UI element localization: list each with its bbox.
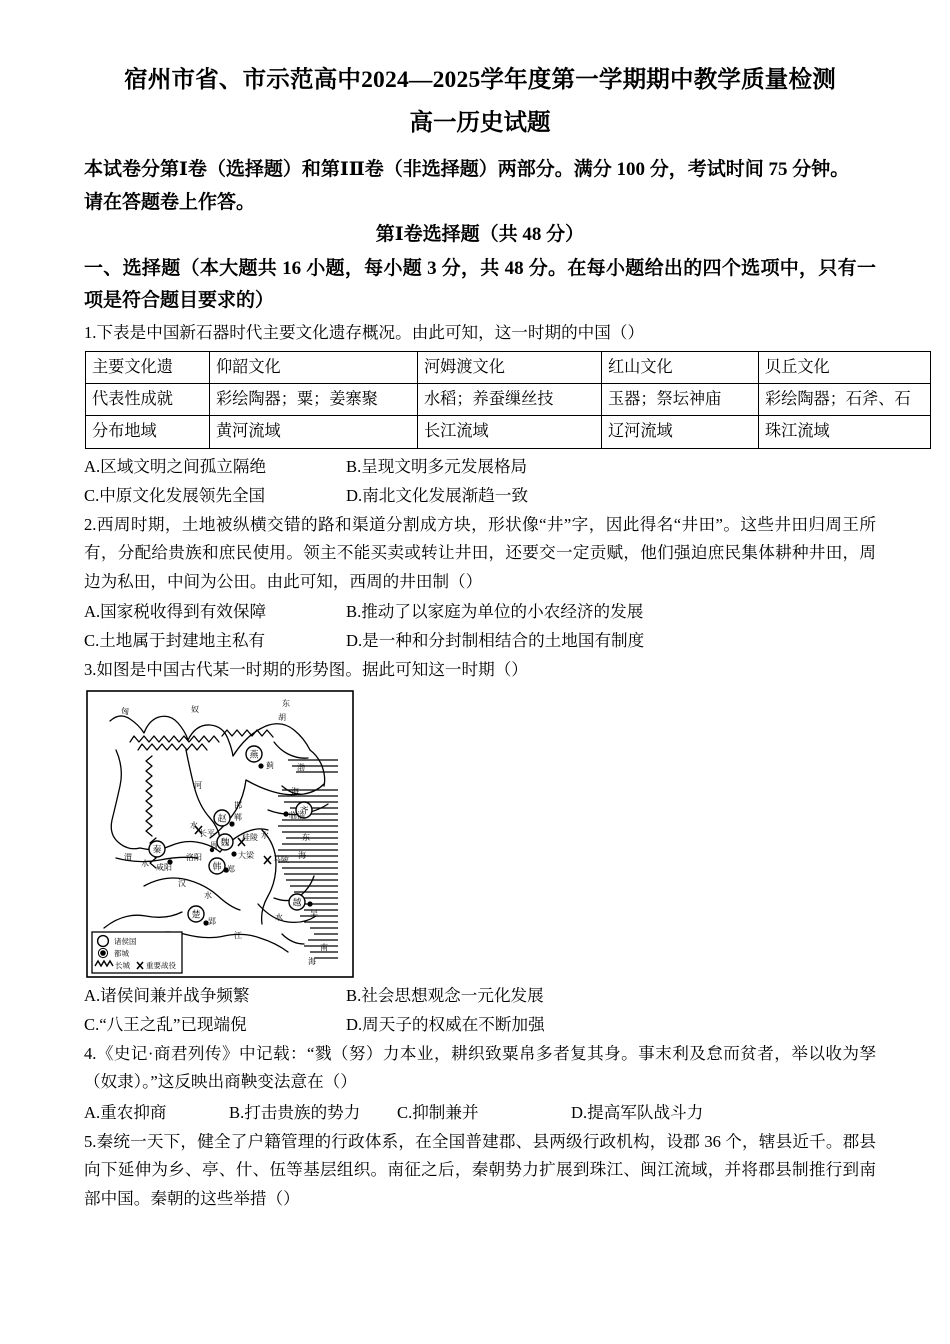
map-label-dong: 东 xyxy=(282,698,290,708)
map-label-ying: 郢 xyxy=(208,916,216,926)
option-a[interactable]: A.国家税收得到有效保障 xyxy=(84,602,267,622)
map-label-ji: 蓟 xyxy=(266,760,274,770)
neolithic-culture-table xyxy=(85,351,931,449)
warring-states-map-figure xyxy=(86,690,354,978)
table-cell-row-label: 代表性成就 xyxy=(86,383,210,415)
question-3-stem: 3.如图是中国古代某一时期的形势图。据此可知这一时期（） xyxy=(84,660,528,680)
legend-label-battle: 重要战役 xyxy=(146,960,176,970)
map-label-zheng: 郑 xyxy=(227,864,235,874)
svg-text:韩: 韩 xyxy=(212,861,222,872)
map-state-wei xyxy=(217,834,233,850)
option-a[interactable]: A.重农抑商 xyxy=(84,1102,167,1122)
map-state-yue xyxy=(289,894,305,910)
table-cell: 水稻；养蚕缫丝技 xyxy=(418,383,602,415)
map-state-han xyxy=(209,858,225,874)
question-3 xyxy=(84,656,876,1040)
option-d[interactable]: D.周天子的权威在不断加强 xyxy=(346,1014,545,1034)
svg-text:秦: 秦 xyxy=(152,844,162,855)
map-state-chu xyxy=(188,906,204,922)
option-c[interactable]: C.“八王之乱”已现端倪 xyxy=(84,1014,247,1034)
map-label-hai: 海 xyxy=(291,786,299,796)
exam-instructions-line1: 本试卷分第Ⅰ卷（选择题）和第ⅠⅡ卷（非选择题）两部分。满分 100 分，考试时间 75 分钟。 xyxy=(84,158,850,180)
question-5 xyxy=(84,1128,876,1214)
question-3-options xyxy=(84,982,876,1040)
option-b[interactable]: B.社会思想观念一元化发展 xyxy=(346,985,544,1005)
table-cell: 长江流域 xyxy=(418,416,602,448)
map-state-zhao xyxy=(214,810,230,826)
question-4 xyxy=(84,1040,876,1128)
multiple-choice-heading: 一、选择题（本大题共 16 小题，每小题 3 分，共 48 分。在每小题给出的四个选项中，只有一项是符合题目要求的） xyxy=(84,258,876,311)
map-label-hai-3: 海 xyxy=(308,956,316,966)
question-4-options xyxy=(84,1099,876,1128)
map-state-yan xyxy=(246,746,262,762)
option-c[interactable]: C.中原文化发展领先全国 xyxy=(84,485,266,505)
legend-capital-dot-icon xyxy=(100,950,106,956)
svg-text:楚: 楚 xyxy=(191,909,201,920)
page-content xyxy=(84,66,911,1215)
option-b[interactable]: B.呈现文明多元发展格局 xyxy=(346,456,528,476)
option-row xyxy=(84,482,876,511)
question-4-stem: 4.《史记·商君列传》中记载：“戮（努）力本业，耕织致粟帛多者复其身。事末利及怠而贫者，举以收为孥（奴隶）。”这反映出商鞅变法意在（） xyxy=(84,1043,876,1092)
map-label-wu: 吴 xyxy=(310,908,318,918)
table-cell: 河姆渡文化 xyxy=(418,351,602,383)
option-d[interactable]: D.南北文化发展渐趋一致 xyxy=(346,485,529,505)
option-b[interactable]: B.打击贵族的势力 xyxy=(229,1102,361,1122)
map-label-bo: 渤 xyxy=(297,762,305,772)
question-2-options xyxy=(84,598,876,656)
map-label-wei-river: 渭 xyxy=(124,852,132,862)
map-label-hai-2: 海 xyxy=(298,850,306,860)
option-d[interactable]: D.提高军队战斗力 xyxy=(571,1102,704,1122)
legend-label-capital: 都城 xyxy=(114,948,129,958)
map-label-maling: 马陵 xyxy=(273,854,289,864)
question-2 xyxy=(84,511,876,657)
map-label-han-river: 汉 xyxy=(178,878,186,888)
option-c[interactable]: C.抑制兼并 xyxy=(397,1102,479,1122)
option-row xyxy=(84,1011,876,1040)
page-subtitle: 高一历史试题 xyxy=(409,110,551,137)
option-row xyxy=(84,598,876,627)
svg-text:赵: 赵 xyxy=(217,813,227,824)
map-label-guiling: 桂陵 xyxy=(242,832,258,842)
map-label-shui-3: 水 xyxy=(141,858,149,868)
map-label-handan-2: 郸 xyxy=(234,812,242,822)
question-1-stem: 1.下表是中国新石器时代主要文化遗存概况。由此可知，这一时期的中国（） xyxy=(84,323,645,343)
option-a[interactable]: A.区域文明之间孤立隔绝 xyxy=(84,456,267,476)
map-label-dong-2: 东 xyxy=(302,832,310,842)
map-label-shui-1: 水 xyxy=(190,820,198,830)
table-cell-row-label: 分布地域 xyxy=(86,416,210,448)
table-cell: 彩绘陶器；粟；姜寨聚 xyxy=(210,383,418,415)
legend-state-circle-icon xyxy=(98,935,109,946)
option-row xyxy=(84,982,876,1011)
svg-text:燕: 燕 xyxy=(249,749,259,760)
map-label-changping: 长平 xyxy=(199,828,215,838)
map-label-shui-2: 水 xyxy=(261,830,269,840)
map-label-nu: 奴 xyxy=(191,704,199,714)
table-cell-row-label: 主要文化遗 xyxy=(86,351,210,383)
table-cell: 珠江流域 xyxy=(759,416,931,448)
option-a[interactable]: A.诸侯间兼并战争频繁 xyxy=(84,985,250,1005)
table-cell: 辽河流域 xyxy=(602,416,759,448)
map-state-qin xyxy=(149,841,165,857)
table-row xyxy=(86,351,931,383)
svg-text:越: 越 xyxy=(292,897,302,908)
table-cell: 彩绘陶器；石斧、石 xyxy=(759,383,931,415)
map-legend xyxy=(92,932,182,973)
map-label-xianyang: 咸阳 xyxy=(156,862,172,872)
map-label-zhou: 周 xyxy=(210,840,218,850)
map-label-shui-5: 水 xyxy=(275,912,283,922)
map-label-nan: 南 xyxy=(320,942,328,952)
table-cell: 仰韶文化 xyxy=(210,351,418,383)
question-2-stem: 2.西周时期，土地被纵横交错的路和渠道分割成方块，形状像“井”字，因此得名“井田”。这些井田归周王所有，分配给贵族和庶民使用。领主不能买卖或转让井田，还要交一定贡赋，他们强迫庶民集体耕种井田，周边为私田，中间为公田。由此可知，西周的井田制（） xyxy=(84,514,876,591)
map-label-shui-4: 水 xyxy=(204,890,212,900)
map-label-daliang: 大梁 xyxy=(238,850,254,860)
map-label-he: 河 xyxy=(194,780,202,790)
map-label-luoyang: 洛阳 xyxy=(186,852,202,862)
question-1-options xyxy=(84,453,876,511)
page-title: 宿州市省、市示范高中2024—2025学年度第一学期期中教学质量检测 xyxy=(124,67,836,93)
table-row xyxy=(86,383,931,415)
svg-text:魏: 魏 xyxy=(220,837,230,848)
option-c[interactable]: C.土地属于封建地主私有 xyxy=(84,631,266,651)
table-cell: 贝丘文化 xyxy=(759,351,931,383)
table-cell: 玉器；祭坛神庙 xyxy=(602,383,759,415)
map-label-linzi: 临淄 xyxy=(289,810,305,820)
section-heading-part1: 第Ⅰ卷选择题（共 48 分） xyxy=(375,224,585,246)
option-d[interactable]: D.是一种和分封制相结合的土地国有制度 xyxy=(346,631,645,651)
warring-states-map-icon xyxy=(86,690,354,978)
option-row xyxy=(84,627,876,656)
option-row xyxy=(84,453,876,482)
map-label-hu: 胡 xyxy=(278,712,286,722)
option-b[interactable]: B.推动了以家庭为单位的小农经济的发展 xyxy=(346,602,644,622)
exam-instructions-line2: 请在答题卷上作答。 xyxy=(84,191,256,213)
map-label-jiang: 江 xyxy=(234,930,242,940)
svg-text:齐: 齐 xyxy=(299,805,309,816)
map-label-handan-1: 邯 xyxy=(234,800,242,810)
map-label-xiong: 匈 xyxy=(121,706,129,716)
question-5-stem: 5.秦统一天下，健全了户籍管理的行政体系，在全国普建郡、县两级行政机构，设郡 36 个，辖县近千。郡县向下延伸为乡、亭、什、伍等基层组织。南征之后，秦朝势力扩展到珠江、闽江流域，并将郡县制推行到南部中国。秦朝的这些举措（） xyxy=(84,1131,876,1208)
table-row xyxy=(86,416,931,448)
legend-label-state: 诸侯国 xyxy=(114,936,137,946)
legend-label-wall: 长城 xyxy=(115,960,130,970)
table-cell: 红山文化 xyxy=(602,351,759,383)
question-1 xyxy=(84,319,911,510)
table-cell: 黄河流域 xyxy=(210,416,418,448)
